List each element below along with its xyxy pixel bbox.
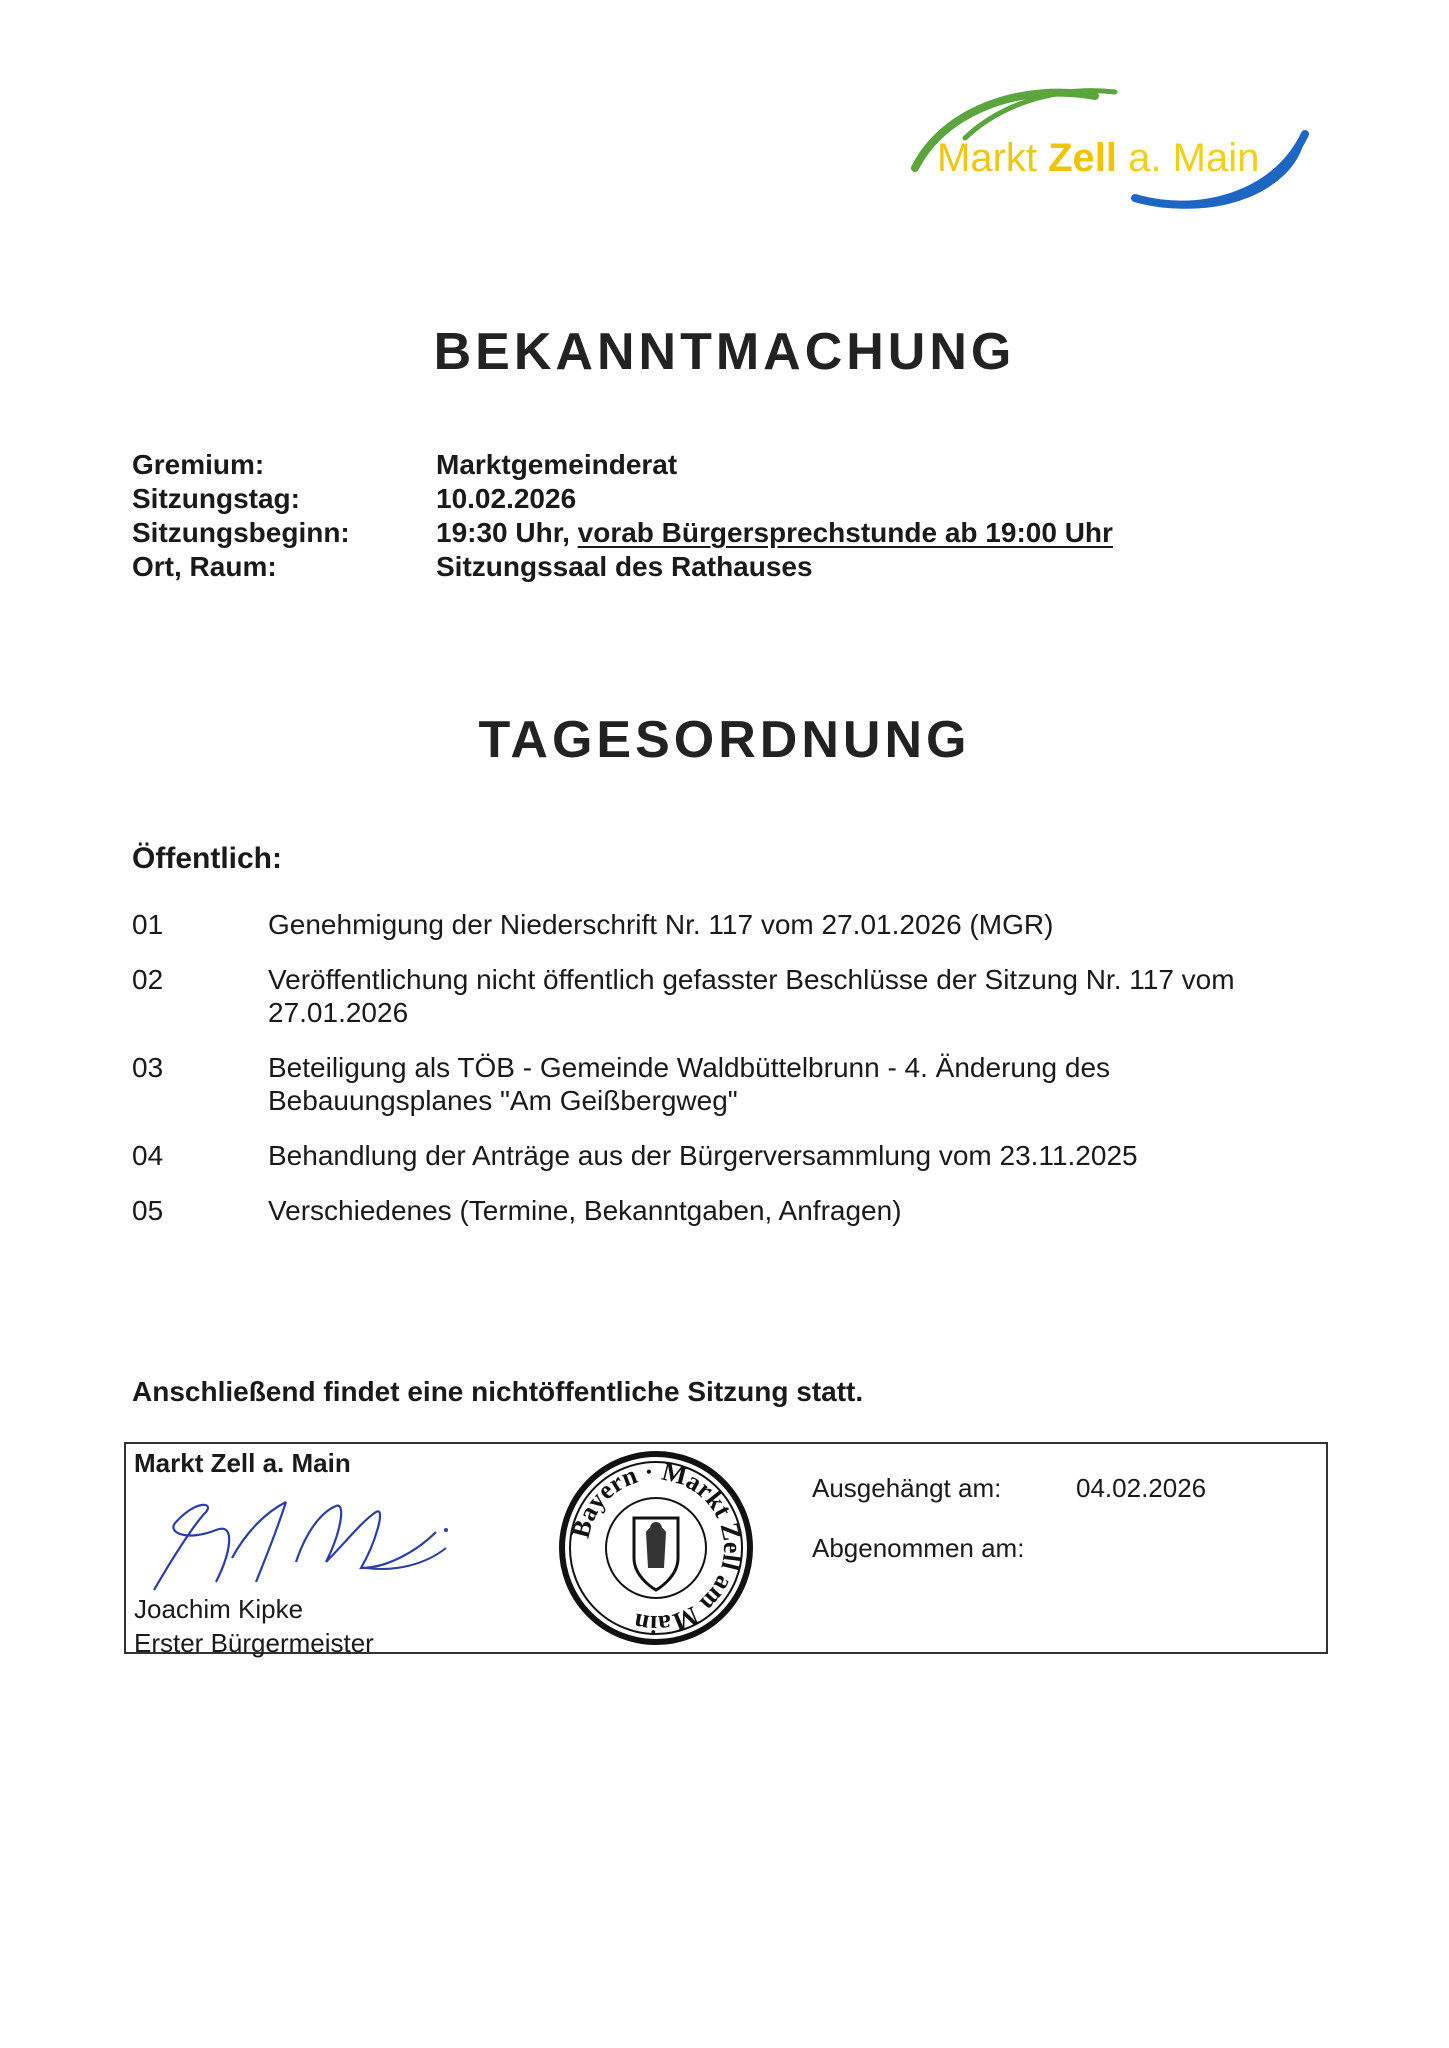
meeting-details [132, 448, 1113, 584]
meta-value [436, 516, 1113, 550]
meta-label: Ort, Raum: [132, 551, 277, 582]
agenda-item [132, 963, 1312, 1029]
handwritten-signature-icon [136, 1472, 456, 1612]
agenda-title: TAGESORDNUNG [478, 711, 971, 769]
agenda-item [132, 1194, 1312, 1227]
logo [905, 78, 1315, 238]
meta-label: Gremium: [132, 449, 265, 480]
removed-label: Abgenommen am: [812, 1533, 1025, 1563]
signature-box [124, 1442, 1328, 1658]
logo-wordmark [937, 136, 1259, 181]
logo-zell: Zell [1048, 136, 1118, 180]
agenda-item-text: Beteiligung als TÖB - Gemeinde Waldbüttelbrunn - 4. Änderung des Bebauungsplanes "Am Geißbergweg" [268, 1052, 1111, 1116]
closing-note: Anschließend findet eine nichtöffentliche Sitzung statt. [132, 1376, 864, 1407]
posting-info [812, 1458, 1206, 1578]
logo-a-main: a. Main [1128, 136, 1260, 180]
meta-value-time: 19:30 Uhr, [436, 517, 578, 548]
agenda-item-text: Genehmigung der Niederschrift Nr. 117 vom 27.01.2026 (MGR) [268, 909, 1054, 940]
signer-name: Joachim Kipke [134, 1594, 304, 1624]
meta-value: Sitzungssaal des Rathauses [436, 551, 813, 582]
seal-text: Bayern · Markt Zell am Main [565, 1456, 748, 1640]
logo-markt: Markt [937, 136, 1037, 180]
removed-row [812, 1518, 1206, 1578]
agenda-list [132, 908, 1312, 1249]
agenda-item-text: Veröffentlichung nicht öffentlich gefasster Beschlüsse der Sitzung Nr. 117 vom 27.01.2026 [268, 964, 1235, 1028]
agenda-item-number: 02 [132, 964, 164, 995]
posted-row [812, 1458, 1206, 1518]
posted-date: 04.02.2026 [1076, 1473, 1207, 1503]
official-seal-icon [556, 1448, 756, 1648]
signature-org: Markt Zell a. Main [134, 1448, 351, 1478]
meta-row-sitzungsbeginn [132, 516, 1113, 550]
page-title: BEKANNTMACHUNG [433, 323, 1016, 381]
meta-label: Sitzungstag: [132, 483, 300, 514]
section-heading-public: Öffentlich: [132, 842, 282, 875]
agenda-item [132, 1139, 1312, 1172]
meta-row-gremium [132, 448, 1113, 482]
meta-row-ort [132, 550, 1113, 584]
agenda-item [132, 908, 1312, 941]
meta-value-note: vorab Bürgersprechstunde ab 19:00 Uhr [577, 517, 1113, 548]
agenda-item-text: Verschiedenes (Termine, Bekanntgaben, Anfragen) [268, 1195, 902, 1226]
agenda-item-number: 05 [132, 1195, 164, 1226]
meta-row-sitzungstag [132, 482, 1113, 516]
meta-value: 10.02.2026 [436, 483, 577, 514]
agenda-item [132, 1051, 1312, 1117]
meta-value: Marktgemeinderat [436, 449, 678, 480]
agenda-item-number: 01 [132, 909, 164, 940]
agenda-item-number: 04 [132, 1140, 164, 1171]
agenda-item-number: 03 [132, 1052, 164, 1083]
signer-role: Erster Bürgermeister [134, 1628, 374, 1658]
posted-label: Ausgehängt am: [812, 1473, 1002, 1503]
signer-block [134, 1592, 374, 1660]
meta-label: Sitzungsbeginn: [132, 517, 350, 548]
agenda-item-text: Behandlung der Anträge aus der Bürgerversammlung vom 23.11.2025 [268, 1140, 1138, 1171]
